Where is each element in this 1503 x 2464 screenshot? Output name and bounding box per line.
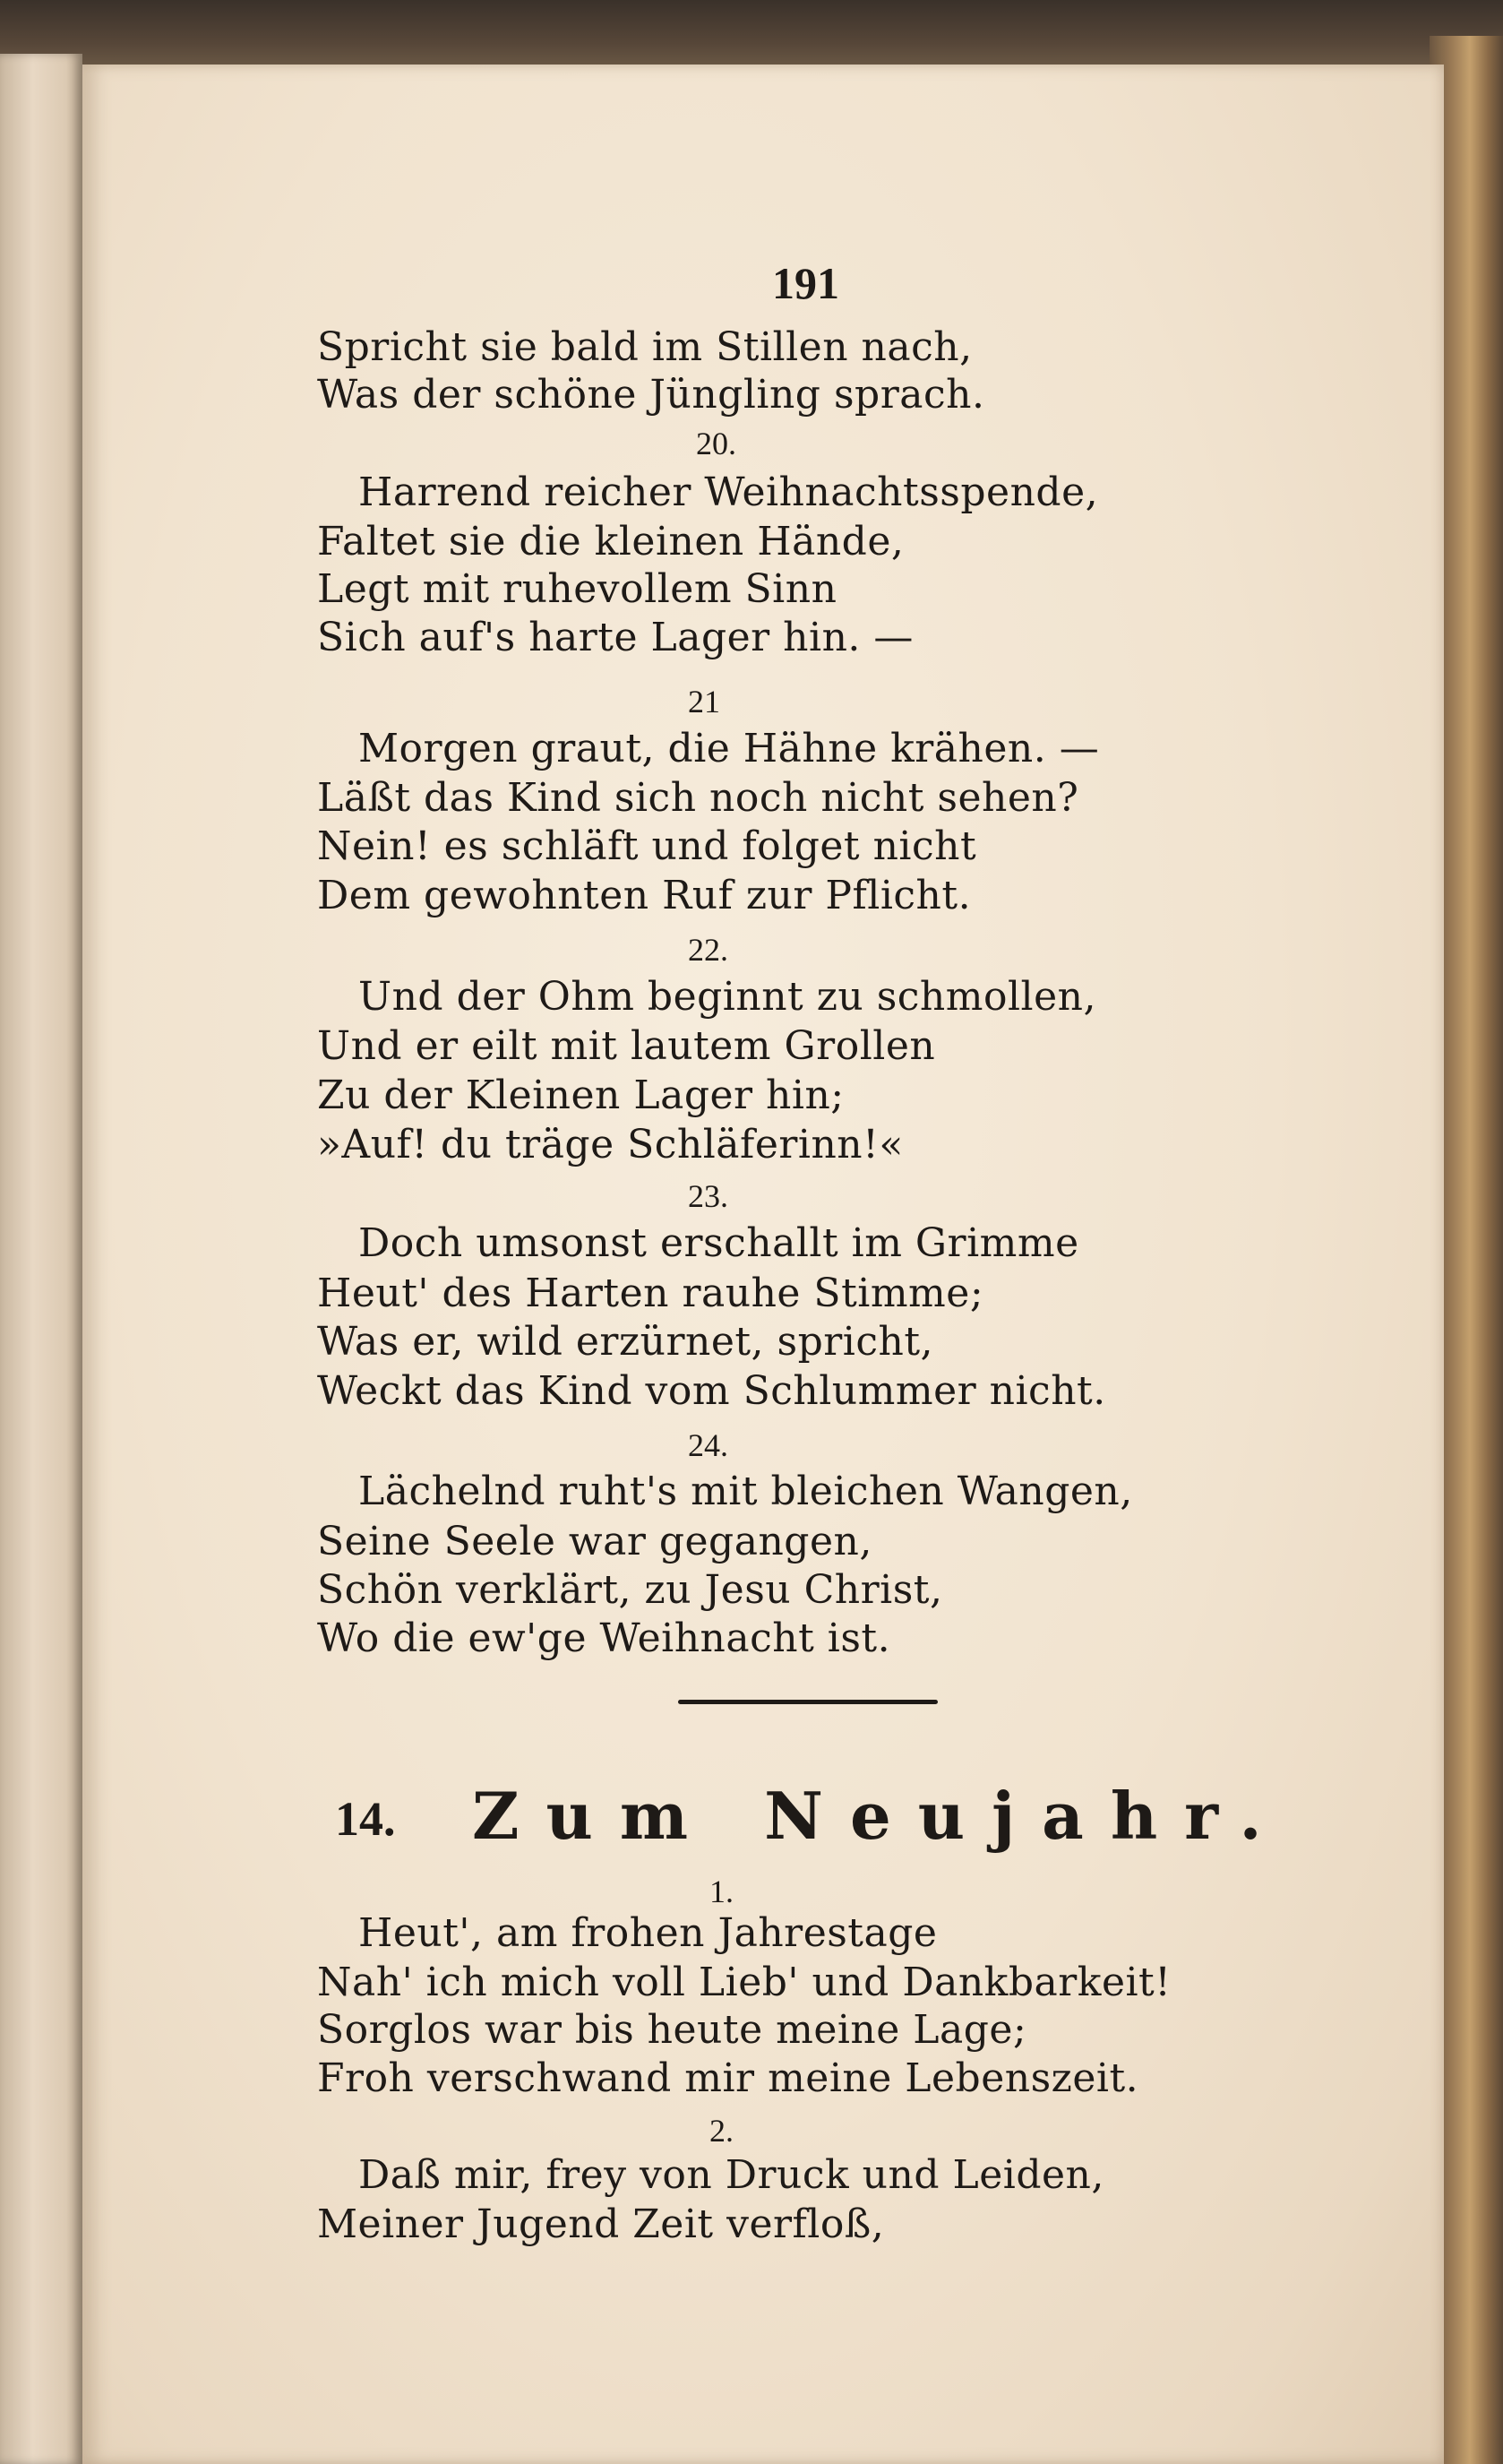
book-page <box>82 65 1444 2464</box>
verse-line: Froh verschwand mir meine Lebenszeit. <box>317 2055 1139 2101</box>
verse-line: Und er eilt mit lautem Grollen <box>317 1023 936 1069</box>
verse-line: Was er, wild erzürnet, spricht, <box>317 1319 934 1365</box>
verse-line: Sorglos war bis heute meine Lage; <box>317 2007 1027 2053</box>
verse-line: Zu der Kleinen Lager hin; <box>317 1073 845 1118</box>
stanza-number: 20. <box>696 426 736 461</box>
verse-line: Daß mir, frey von Druck und Leiden, <box>358 2152 1104 2198</box>
left-page-edge <box>0 54 82 2464</box>
verse-line: Läßt das Kind sich noch nicht sehen? <box>317 775 1079 821</box>
verse-line: Morgen graut, die Hähne krähen. — <box>358 726 1100 771</box>
verse-line: Was der schöne Jüngling sprach. <box>317 372 985 418</box>
verse-line: Legt mit ruhevollem Sinn <box>317 566 837 612</box>
verse-line: Spricht sie bald im Stillen nach, <box>317 324 973 370</box>
verse-line: Nein! es schläft und folget nicht <box>317 823 977 869</box>
stanza-number: 22. <box>688 932 728 968</box>
stanza-number: 2. <box>709 2113 734 2149</box>
verse-line: Seine Seele war gegangen, <box>317 1519 872 1564</box>
verse-line: Dem gewohnten Ruf zur Pflicht. <box>317 873 972 918</box>
page-number: 191 <box>772 258 839 308</box>
book-top-edge <box>0 0 1503 72</box>
verse-line: Lächelnd ruht's mit bleichen Wangen, <box>358 1469 1133 1514</box>
verse-line: Schön verklärt, zu Jesu Christ, <box>317 1567 943 1613</box>
verse-line: Sich auf's harte Lager hin. — <box>317 615 914 660</box>
verse-line: Und der Ohm beginnt zu schmollen, <box>358 974 1096 1020</box>
verse-line: Faltet sie die kleinen Hände, <box>317 519 905 564</box>
verse-line: Harrend reicher Weihnachtsspende, <box>358 470 1099 515</box>
verse-line: Heut' des Harten rauhe Stimme; <box>317 1271 984 1316</box>
verse-line: Nah' ich mich voll Lieb' und Dankbarkeit! <box>317 1960 1172 2005</box>
verse-line: Weckt das Kind vom Schlummer nicht. <box>317 1368 1106 1414</box>
stanza-number: 1. <box>709 1874 734 1909</box>
stanza-number: 21 <box>688 684 720 719</box>
verse-line: Meiner Jugend Zeit verfloß, <box>317 2201 885 2247</box>
stanza-number: 23. <box>688 1178 728 1214</box>
verse-line: Wo die ew'ge Weihnacht ist. <box>317 1615 891 1661</box>
section-title: Zum Neujahr. <box>472 1778 1289 1854</box>
stanza-number: 24. <box>688 1427 728 1463</box>
section-divider <box>678 1700 938 1704</box>
verse-line: Heut', am frohen Jahrestage <box>358 1910 938 1956</box>
section-number: 14. <box>335 1792 396 1846</box>
verse-line: Doch umsonst erschallt im Grimme <box>358 1220 1079 1266</box>
verse-line: »Auf! du träge Schläferinn!« <box>317 1122 904 1167</box>
